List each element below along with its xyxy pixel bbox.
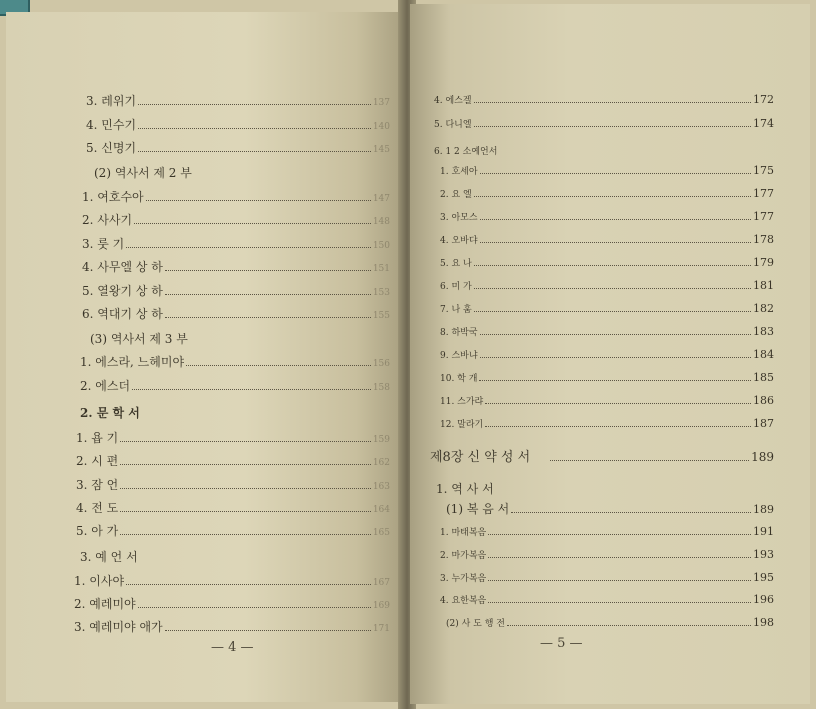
entry-page: 137 xyxy=(372,98,390,108)
entry-page: 155 xyxy=(372,311,390,321)
toc-entry xyxy=(86,118,390,134)
leader-dots xyxy=(474,280,751,289)
toc-entry xyxy=(80,379,390,395)
entry-page: 162 xyxy=(372,458,390,468)
leader-dots xyxy=(511,504,751,513)
section-heading: 6. 1 2 소예언서 xyxy=(434,147,498,157)
entry-title: 5. 요 나 xyxy=(440,259,472,269)
leader-dots xyxy=(480,211,751,220)
leader-dots xyxy=(485,395,751,404)
leader-dots xyxy=(488,549,751,558)
leader-dots xyxy=(507,617,751,626)
toc-entry xyxy=(82,260,390,276)
entry-title: 3. 아모스 xyxy=(440,213,478,223)
toc-entry xyxy=(76,478,390,494)
entry-title: 9. 스바냐 xyxy=(440,351,478,361)
toc-entry xyxy=(86,141,390,157)
entry-title: 1. 호세아 xyxy=(440,167,478,177)
toc-entry xyxy=(434,93,774,108)
entry-title: 4. 요한복음 xyxy=(440,596,487,606)
leader-dots xyxy=(550,452,749,461)
toc-entry xyxy=(440,164,774,179)
entry-page: 140 xyxy=(372,122,390,132)
toc-entry xyxy=(440,210,774,225)
toc-entry xyxy=(76,501,390,517)
entry-page: 177 xyxy=(753,210,774,223)
entry-title: 1. 이사야 xyxy=(74,574,125,588)
entry-title: 4. 전 도 xyxy=(76,501,119,515)
chapter-page: 189 xyxy=(751,450,774,464)
entry-page: 174 xyxy=(753,117,774,130)
leader-dots xyxy=(134,215,371,224)
toc-entry xyxy=(82,237,390,253)
leader-dots xyxy=(126,576,371,585)
toc-entry xyxy=(82,213,390,229)
entry-title: 6. 역대기 상 하 xyxy=(82,307,163,321)
leader-dots xyxy=(120,526,371,535)
entry-title: 1. 여호수아 xyxy=(82,190,144,204)
section-heading: 3. 예 언 서 xyxy=(80,550,138,564)
page-number: — 5 — xyxy=(540,636,583,651)
leader-dots xyxy=(165,262,371,271)
leader-dots xyxy=(488,594,751,603)
entry-title: 12. 말라기 xyxy=(440,420,484,430)
leader-dots xyxy=(165,622,371,631)
leader-dots xyxy=(186,357,371,366)
entry-title: 5. 열왕기 상 하 xyxy=(82,284,163,298)
entry-page: 164 xyxy=(372,505,390,515)
entry-page: 184 xyxy=(753,348,774,361)
entry-page: 148 xyxy=(372,217,390,227)
toc-entry xyxy=(440,279,774,294)
entry-title: 11. 스가랴 xyxy=(440,397,484,407)
toc-entry xyxy=(76,431,390,447)
left-page xyxy=(6,12,404,702)
leader-dots xyxy=(474,94,751,103)
entry-page: 151 xyxy=(372,264,390,274)
entry-title: 3. 예레미야 애가 xyxy=(74,620,163,634)
entry-title: 2. 시 편 xyxy=(76,454,119,468)
entry-page: 147 xyxy=(372,194,390,204)
entry-title: (2) 사 도 행 전 xyxy=(446,619,505,629)
leader-dots xyxy=(138,96,371,105)
toc-entry xyxy=(440,571,774,586)
entry-page: 182 xyxy=(753,302,774,315)
entry-page: 171 xyxy=(372,624,390,634)
toc-entry xyxy=(80,355,390,371)
leader-dots xyxy=(480,165,751,174)
leader-dots xyxy=(126,239,371,248)
entry-title: 3. 레위기 xyxy=(86,94,137,108)
entry-page: 163 xyxy=(372,482,390,492)
entry-page: 159 xyxy=(372,435,390,445)
entry-page: 181 xyxy=(753,279,774,292)
entry-page: 195 xyxy=(753,571,774,584)
entry-title: 8. 하박국 xyxy=(440,328,478,338)
toc-entry xyxy=(440,548,774,563)
entry-title: 2. 요 엘 xyxy=(440,190,472,200)
entry-title: 5. 아 가 xyxy=(76,524,119,538)
toc-entry xyxy=(440,233,774,248)
entry-page: 185 xyxy=(753,371,774,384)
leader-dots xyxy=(138,143,371,152)
entry-page: 165 xyxy=(372,528,390,538)
toc-entry xyxy=(440,348,774,363)
entry-title: 3. 룻 기 xyxy=(82,237,125,251)
toc-entry xyxy=(82,284,390,300)
entry-page: 191 xyxy=(753,525,774,538)
entry-page: 198 xyxy=(753,616,774,629)
section-heading: (3) 역사서 제 3 부 xyxy=(90,332,188,346)
page-number: — 4 — xyxy=(211,640,254,655)
entry-page: 187 xyxy=(753,417,774,430)
entry-title: 4. 사무엘 상 하 xyxy=(82,260,163,274)
toc-entry xyxy=(440,302,774,317)
leader-dots xyxy=(138,599,371,608)
toc-entry xyxy=(440,417,774,432)
entry-page: 150 xyxy=(372,241,390,251)
leader-dots xyxy=(480,349,751,358)
entry-title: 3. 누가복음 xyxy=(440,574,487,584)
leader-dots xyxy=(474,118,751,127)
entry-title: 4. 오바댜 xyxy=(440,236,478,246)
toc-entry xyxy=(82,307,390,323)
leader-dots xyxy=(488,526,751,535)
section-heading: (2) 역사서 제 2 부 xyxy=(94,166,192,180)
chapter-title: 제8장 신 약 성 서 xyxy=(430,450,531,465)
toc-chapter xyxy=(430,450,774,465)
leader-dots xyxy=(120,480,371,489)
leader-dots xyxy=(480,234,751,243)
entry-title: (1) 복 음 서 xyxy=(446,502,510,516)
section-heading: 2. 문 학 서 xyxy=(80,406,140,420)
leader-dots xyxy=(165,309,371,318)
toc-entry xyxy=(434,117,774,132)
entry-title: 1. 에스라, 느헤미야 xyxy=(80,355,185,369)
entry-title: 2. 에스더 xyxy=(80,379,131,393)
toc-entry xyxy=(440,256,774,271)
leader-dots xyxy=(474,188,751,197)
entry-page: 175 xyxy=(753,164,774,177)
entry-title: 3. 잠 언 xyxy=(76,478,119,492)
leader-dots xyxy=(165,286,371,295)
leader-dots xyxy=(474,257,751,266)
toc-entry xyxy=(440,394,774,409)
leader-dots xyxy=(132,381,371,390)
entry-page: 196 xyxy=(753,593,774,606)
entry-page: 167 xyxy=(372,578,390,588)
entry-title: 6. 미 가 xyxy=(440,282,472,292)
toc-entry xyxy=(440,371,774,386)
toc-entry xyxy=(86,94,390,110)
toc-entry xyxy=(446,616,774,631)
toc-entry xyxy=(76,454,390,470)
entry-page: 179 xyxy=(753,256,774,269)
entry-page: 145 xyxy=(372,145,390,155)
leader-dots xyxy=(120,503,371,512)
entry-page: 153 xyxy=(372,288,390,298)
entry-title: 4. 민수기 xyxy=(86,118,137,132)
entry-title: 2. 마가복음 xyxy=(440,551,487,561)
leader-dots xyxy=(146,192,371,201)
leader-dots xyxy=(488,572,751,581)
right-page xyxy=(410,4,810,704)
entry-title: 2. 사사기 xyxy=(82,213,133,227)
toc-entry xyxy=(76,524,390,540)
entry-title: 10. 학 개 xyxy=(440,374,478,384)
leader-dots xyxy=(138,120,371,129)
toc-entry xyxy=(74,620,390,636)
entry-title: 7. 나 훔 xyxy=(440,305,472,315)
toc-entry xyxy=(82,190,390,206)
entry-title: 5. 신명기 xyxy=(86,141,137,155)
entry-page: 183 xyxy=(753,325,774,338)
toc-entry xyxy=(74,597,390,613)
entry-page: 193 xyxy=(753,548,774,561)
entry-title: 2. 예레미야 xyxy=(74,597,136,611)
section-heading: 1. 역 사 서 xyxy=(436,482,494,496)
toc-entry xyxy=(74,574,390,590)
entry-page: 172 xyxy=(753,93,774,106)
entry-page: 169 xyxy=(372,601,390,611)
entry-page: 178 xyxy=(753,233,774,246)
entry-page: 156 xyxy=(372,359,390,369)
leader-dots xyxy=(480,326,751,335)
entry-page: 158 xyxy=(372,383,390,393)
entry-page: 186 xyxy=(753,394,774,407)
entry-title: 5. 다니엘 xyxy=(434,120,472,130)
toc-entry xyxy=(440,187,774,202)
entry-title: 1. 마태복음 xyxy=(440,528,487,538)
leader-dots xyxy=(474,303,751,312)
leader-dots xyxy=(120,456,371,465)
entry-title: 4. 에스겔 xyxy=(434,96,472,106)
entry-title: 1. 욥 기 xyxy=(76,431,119,445)
leader-dots xyxy=(120,433,371,442)
leader-dots xyxy=(479,372,751,381)
toc-entry xyxy=(440,325,774,340)
toc-entry xyxy=(440,593,774,608)
leader-dots xyxy=(485,418,751,427)
entry-page: 189 xyxy=(753,503,774,516)
entry-page: 177 xyxy=(753,187,774,200)
toc-entry xyxy=(440,525,774,540)
toc-entry xyxy=(446,502,774,517)
